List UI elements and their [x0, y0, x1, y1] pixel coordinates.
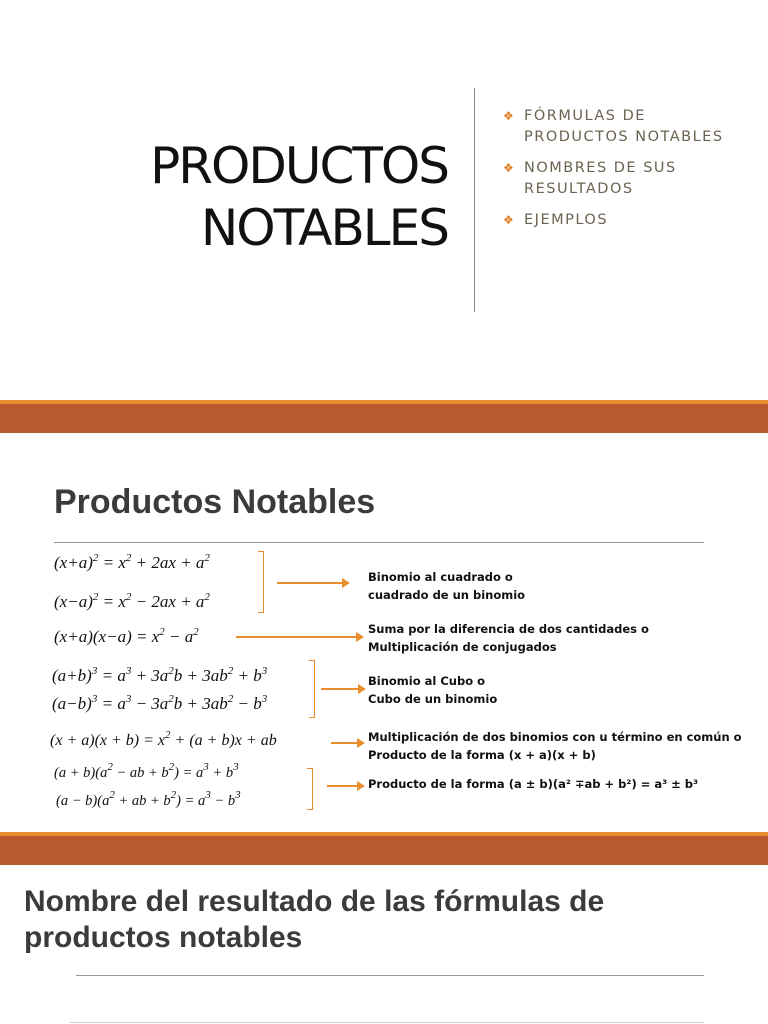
content-rule [70, 1022, 704, 1023]
formula-name-line: Cubo de un binomio [368, 692, 498, 706]
diamond-bullet-icon: ❖ [503, 161, 516, 175]
formula-name [368, 620, 649, 656]
arrow-icon [327, 785, 358, 787]
slide-title [150, 135, 448, 259]
arrow-icon [236, 636, 357, 638]
slide-divider-bar [0, 832, 768, 865]
bullet-item [503, 106, 743, 148]
diamond-bullet-icon: ❖ [503, 109, 516, 123]
arrow-icon [331, 742, 358, 744]
formula: $(a+b)^3 = a^3 + 3a^2b + 3ab^2 + b^3$ [52, 665, 268, 685]
formula-name-line: Binomio al Cubo o [368, 674, 485, 688]
formula-name [368, 672, 497, 708]
slide-title: Productos Notables [54, 483, 376, 521]
arrow-icon [321, 688, 359, 690]
formula-group-brace [309, 660, 315, 718]
title-underline [54, 542, 704, 543]
formula-group-brace [307, 768, 313, 810]
formula: $(a + b)(a^2$ − ab + $b^2) = a^3 + b^3$ [54, 761, 239, 781]
formula: $(x + a)(x + b) = x^2 + (a + b)x$ + ab [50, 729, 277, 749]
formula-name [368, 568, 525, 604]
formula: $(x+a)(x-a) = x^2 - a^2$ [54, 626, 199, 646]
bullet-list [503, 106, 743, 241]
formula-name [368, 728, 742, 764]
bullet-text: EJEMPLOS [524, 212, 609, 228]
formula-name-line: cuadrado de un binomio [368, 588, 526, 602]
title-line-2: NOTABLES [200, 199, 448, 257]
formula-name-line: Multiplicación de conjugados [368, 640, 557, 654]
formula: $(a-b)^3 = a^3 - 3a^2b + 3ab^2 - b^3$ [52, 693, 268, 713]
slide-divider-bar [0, 400, 768, 433]
divider-accent-line [0, 832, 768, 836]
bullet-item [503, 210, 743, 231]
slide-title: Nombre del resultado de las fórmulas de productos notables [24, 885, 605, 954]
arrow-icon [277, 582, 343, 584]
formula-name-line: Binomio al cuadrado o [368, 570, 513, 584]
formula: $(x-a)^2 = x^2 - 2ax + a^2$ [54, 591, 210, 611]
bullet-text: NOMBRES DE SUS RESULTADOS [524, 160, 677, 197]
title-underline [76, 975, 704, 976]
title-line-1: PRODUCTOS [150, 137, 448, 195]
diamond-bullet-icon: ❖ [503, 213, 516, 227]
formula: $(a - b)(a^2$ + ab + $b^2) = a^3 - b^3$ [56, 789, 241, 809]
divider-accent-line [0, 400, 768, 404]
formula-name-line: Multiplicación de dos binomios con u término en común o [368, 730, 742, 744]
formula-name-line: Suma por la diferencia de dos cantidades o [368, 622, 649, 636]
formula: $(x+a)^2 = x^2 + 2ax + a^2$ [54, 552, 210, 572]
title-slide [0, 0, 768, 400]
formula-name-line: Producto de la forma (x + a)(x + b) [368, 748, 596, 762]
bullet-text: FÓRMULAS DE PRODUCTOS NOTABLES [524, 108, 724, 145]
bullet-item [503, 158, 743, 200]
formula-group-brace [258, 551, 264, 613]
formula-name: Producto de la forma (a ± b)(a² ∓ab + b²) = a³ ± b³ [368, 777, 699, 791]
vertical-divider [474, 88, 475, 312]
